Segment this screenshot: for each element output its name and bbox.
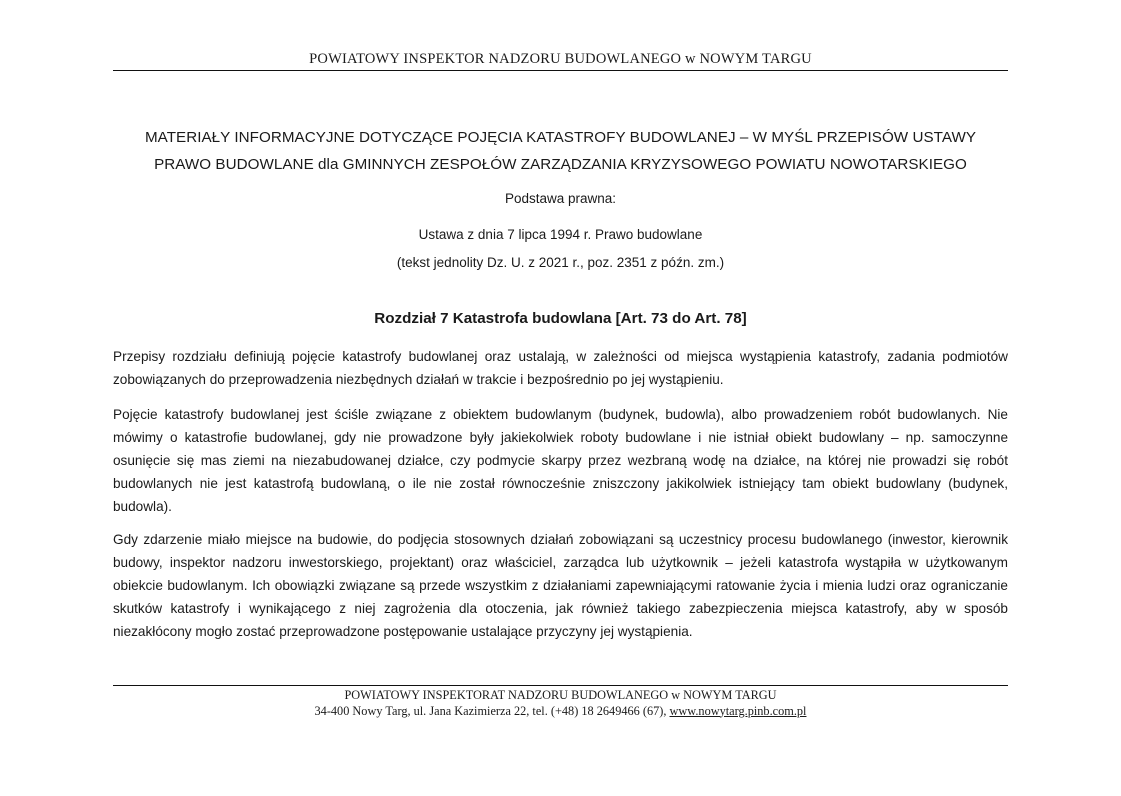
legal-basis-act: Ustawa z dnia 7 lipca 1994 r. Prawo budowlane <box>418 227 703 242</box>
page-footer <box>113 688 1008 719</box>
paragraph-3: Gdy zdarzenie miało miejsce na budowie, do podjęcia stosownych działań zobowiązani są uczestnicy procesu budowlanego (inwestor, kierownik budowy, inspektor nadzoru inwestorskiego, projektant) oraz właściciel, zarządca lub użytkownik – jeżeli katastrofa wystąpiła w użytkowanym obiekcie budowlanym. Ich obowiązki związane są przede wszystkim z działaniami zapewniającymi ratowanie życia i mienia ludzi oraz ograniczanie skutków katastrofy i wynikającego z niej zagrożenia dla otoczenia, jak również takiego zabezpieczenia miejsca katastrofy, aby w sposób niezakłócony mogło zostać przeprowadzone postępowanie ustalające przyczyny jej wystąpienia. <box>113 532 1008 639</box>
footer-organization: POWIATOWY INSPEKTORAT NADZORU BUDOWLANEGO w NOWYM TARGU <box>344 688 777 702</box>
header-divider <box>113 70 1008 71</box>
footer-contact <box>113 704 1008 720</box>
footer-address: 34-400 Nowy Targ, ul. Jana Kazimierza 22, tel. (+48) 18 2649466 (67), <box>314 703 670 718</box>
document-title-line-1: MATERIAŁY INFORMACYJNE DOTYCZĄCE POJĘCIA KATASTROFY BUDOWLANEJ – W MYŚL PRZEPISÓW USTAWY <box>144 129 977 146</box>
footer-website-link[interactable]: www.nowytarg.pinb.com.pl <box>669 703 807 718</box>
footer-divider <box>113 685 1008 686</box>
legal-basis-label: Podstawa prawna: <box>504 191 617 206</box>
page-header: POWIATOWY INSPEKTOR NADZORU BUDOWLANEGO w NOWYM TARGU <box>309 51 812 67</box>
legal-basis-text: (tekst jednolity Dz. U. z 2021 r., poz. 2351 z późn. zm.) <box>396 255 725 270</box>
document-title-line-2: PRAWO BUDOWLANE dla GMINNYCH ZESPOŁÓW ZARZĄDZANIA KRYZYSOWEGO POWIATU NOWOTARSKIEGO <box>154 156 967 173</box>
paragraph-1: Przepisy rozdziału definiują pojęcie katastrofy budowlanej oraz ustalają, w zależności od miejsca wystąpienia katastrofy, zadania podmiotów zobowiązanych do przeprowadzenia niezbędnych działań w trakcie i bezpośrednio po jej wystąpieniu. <box>113 349 1008 387</box>
chapter-heading: Rozdział 7 Katastrofa budowlana [Art. 73 do Art. 78] <box>374 310 747 327</box>
paragraph-2: Pojęcie katastrofy budowlanej jest ściśle związane z obiektem budowlanym (budynek, budowla), albo prowadzeniem robót budowlanych. Nie mówimy o katastrofie budowlanej, gdy nie prowadzone były jakiekolwiek roboty budowlane i nie istniał obiekt budowlany – np. samoczynne osunięcie się mas ziemi na niezabudowanej działce, czy podmycie skarpy przez wezbraną wodę na działce, na której nie prowadzi się robót budowlanych nie jest katastrofą budowlaną, o ile nie został równocześnie zniszczony jakikolwiek istniejący tam obiekt budowlany (budynek, budowla). <box>113 407 1008 514</box>
document-title <box>113 124 1008 178</box>
